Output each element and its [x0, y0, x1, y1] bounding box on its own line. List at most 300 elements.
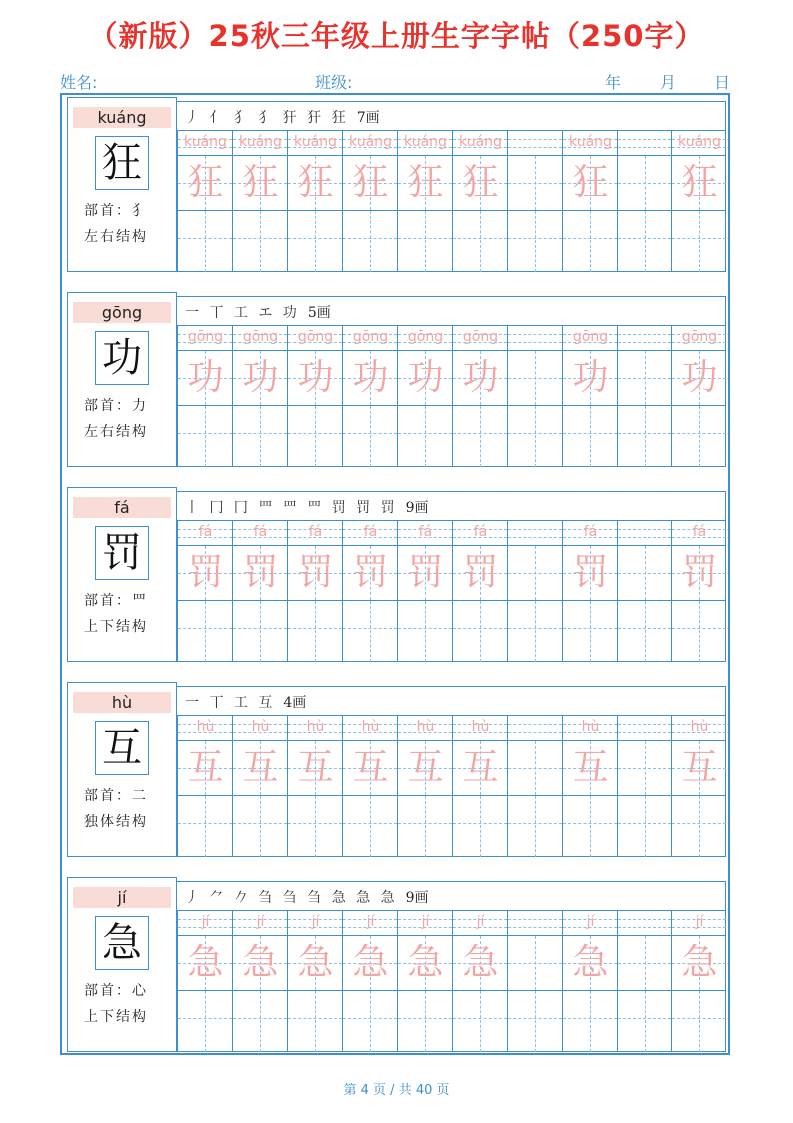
trace-character: 罚	[352, 552, 389, 593]
pinyin-trace: kuáng	[349, 134, 392, 150]
writing-cell[interactable]	[177, 210, 232, 272]
trace-cell[interactable]	[617, 740, 671, 795]
pinyin-trace: jí	[586, 914, 595, 930]
trace-character: 互	[297, 747, 334, 788]
trace-character: 互	[572, 747, 609, 788]
pinyin-banner: fá	[73, 497, 171, 518]
pinyin-cell	[617, 521, 671, 545]
practice-grid	[177, 911, 726, 1052]
main-character: 功	[95, 331, 149, 385]
pinyin-trace: fá	[692, 524, 707, 540]
pinyin-trace: hù	[251, 719, 270, 735]
trace-character: 罚	[187, 552, 224, 593]
trace-character: 急	[572, 942, 609, 983]
writing-cell[interactable]	[452, 600, 507, 662]
pinyin-cell	[232, 326, 287, 350]
pinyin-trace: kuáng	[404, 134, 447, 150]
pinyin-trace: hù	[306, 719, 325, 735]
trace-cell[interactable]	[342, 350, 397, 405]
stroke-order	[185, 692, 306, 712]
stroke-order	[185, 302, 331, 322]
pinyin-cell	[617, 911, 671, 935]
radical-label: 部首：二	[84, 788, 148, 804]
pinyin-cell	[177, 911, 232, 935]
pinyin-cell	[287, 716, 342, 740]
writing-cell[interactable]	[397, 990, 452, 1052]
character-info-box	[67, 292, 177, 467]
writing-cell[interactable]	[287, 405, 342, 467]
name-label: 姓名:	[60, 73, 98, 92]
pinyin-cell	[671, 131, 726, 155]
trace-cell[interactable]	[452, 350, 507, 405]
pinyin-trace: gōng	[407, 329, 444, 345]
pinyin-cell	[452, 326, 507, 350]
trace-cell[interactable]	[232, 350, 287, 405]
radical-label: 部首：犭	[84, 203, 148, 219]
trace-cell[interactable]	[507, 350, 562, 405]
pinyin-trace: jí	[256, 914, 265, 930]
pinyin-cell	[287, 521, 342, 545]
trace-character: 狂	[462, 162, 499, 203]
class-label: 班级:	[315, 73, 353, 92]
trace-cell[interactable]	[671, 740, 726, 795]
trace-cell[interactable]	[397, 740, 452, 795]
year-label: 年	[605, 73, 622, 92]
pinyin-trace: kuáng	[239, 134, 282, 150]
pinyin-trace: hù	[690, 719, 709, 735]
pinyin-cell	[507, 911, 562, 935]
trace-character	[508, 936, 563, 990]
pinyin-banner: jí	[73, 887, 171, 908]
pinyin-cell	[397, 521, 452, 545]
trace-cell[interactable]	[617, 155, 671, 210]
writing-cell[interactable]	[342, 210, 397, 272]
writing-cell[interactable]	[232, 210, 287, 272]
writing-cell[interactable]	[177, 600, 232, 662]
writing-cell[interactable]	[177, 990, 232, 1052]
trace-cell[interactable]	[671, 545, 726, 600]
writing-cell[interactable]	[452, 405, 507, 467]
pinyin-cell	[562, 716, 617, 740]
trace-cell[interactable]	[287, 740, 342, 795]
writing-cell[interactable]	[342, 990, 397, 1052]
character-block	[67, 97, 726, 272]
pinyin-cell	[452, 131, 507, 155]
pinyin-cell	[287, 326, 342, 350]
trace-cell[interactable]	[562, 350, 617, 405]
pinyin-trace: gōng	[352, 329, 389, 345]
stroke-order-row	[177, 881, 726, 911]
stroke-order-row	[177, 686, 726, 716]
trace-cell[interactable]	[232, 740, 287, 795]
practice-grid	[177, 716, 726, 857]
trace-cell[interactable]	[287, 350, 342, 405]
pinyin-cell	[342, 326, 397, 350]
trace-character	[618, 156, 672, 210]
writing-cell[interactable]	[671, 600, 726, 662]
trace-cell[interactable]	[671, 155, 726, 210]
stroke-order-row	[177, 491, 726, 521]
trace-character: 功	[352, 357, 389, 398]
pinyin-trace: kuáng	[294, 134, 337, 150]
trace-character: 急	[242, 942, 279, 983]
trace-cell[interactable]	[177, 350, 232, 405]
pinyin-cell	[562, 911, 617, 935]
character-block	[67, 682, 726, 857]
trace-character: 功	[407, 357, 444, 398]
structure-label: 上下结构	[84, 1009, 148, 1025]
trace-character: 狂	[187, 162, 224, 203]
trace-character: 急	[352, 942, 389, 983]
practice-grid	[177, 326, 726, 467]
trace-cell[interactable]	[617, 545, 671, 600]
pinyin-cell	[397, 326, 452, 350]
writing-cell[interactable]	[342, 795, 397, 857]
trace-character: 罚	[297, 552, 334, 593]
trace-character	[618, 351, 672, 405]
writing-cell[interactable]	[617, 990, 671, 1052]
pinyin-cell	[452, 911, 507, 935]
trace-cell[interactable]	[452, 740, 507, 795]
pinyin-trace: hù	[581, 719, 600, 735]
page-title: （新版）25秋三年级上册生字字帖（250字）	[88, 19, 705, 53]
writing-cell[interactable]	[562, 600, 617, 662]
pinyin-cell	[671, 911, 726, 935]
trace-character: 功	[681, 357, 718, 398]
trace-cell[interactable]	[617, 935, 671, 990]
pinyin-cell	[617, 131, 671, 155]
trace-character: 急	[681, 942, 718, 983]
trace-character: 罚	[407, 552, 444, 593]
trace-character: 功	[242, 357, 279, 398]
trace-cell[interactable]	[452, 545, 507, 600]
pinyin-cell	[562, 521, 617, 545]
character-info-box	[67, 877, 177, 1052]
trace-character: 互	[352, 747, 389, 788]
character-block	[67, 487, 726, 662]
pinyin-trace: gōng	[297, 329, 334, 345]
pinyin-banner: hù	[73, 692, 171, 713]
trace-cell[interactable]	[397, 935, 452, 990]
day-label: 日	[714, 73, 731, 92]
pinyin-banner: kuáng	[73, 107, 171, 128]
pinyin-cell	[397, 131, 452, 155]
stroke-count: 9画	[405, 890, 429, 906]
pinyin-trace: gōng	[462, 329, 499, 345]
trace-cell[interactable]	[177, 545, 232, 600]
structure-label: 独体结构	[84, 814, 148, 830]
trace-cell[interactable]	[562, 935, 617, 990]
trace-character: 狂	[352, 162, 389, 203]
pinyin-cell	[617, 326, 671, 350]
trace-character	[618, 936, 672, 990]
pinyin-cell	[177, 716, 232, 740]
stroke-order-row	[177, 296, 726, 326]
writing-cell[interactable]	[397, 405, 452, 467]
trace-character: 急	[297, 942, 334, 983]
character-info-box	[67, 97, 177, 272]
trace-character: 罚	[242, 552, 279, 593]
pinyin-trace: kuáng	[569, 134, 612, 150]
pinyin-trace: fá	[198, 524, 213, 540]
writing-cell[interactable]	[507, 405, 562, 467]
pinyin-cell	[452, 716, 507, 740]
trace-character: 功	[462, 357, 499, 398]
page-footer: 第 4 页 / 共 40 页	[343, 1083, 450, 1098]
pinyin-cell	[287, 131, 342, 155]
pinyin-trace: fá	[473, 524, 488, 540]
trace-cell[interactable]	[671, 935, 726, 990]
trace-character: 急	[187, 942, 224, 983]
pinyin-trace: kuáng	[459, 134, 502, 150]
trace-character: 互	[681, 747, 718, 788]
stroke-order	[185, 887, 429, 907]
trace-character: 狂	[407, 162, 444, 203]
writing-cell[interactable]	[507, 795, 562, 857]
writing-cell[interactable]	[342, 600, 397, 662]
trace-cell[interactable]	[671, 350, 726, 405]
trace-cell[interactable]	[452, 935, 507, 990]
trace-character	[508, 546, 563, 600]
trace-cell[interactable]	[452, 155, 507, 210]
pinyin-cell	[232, 911, 287, 935]
pinyin-cell	[617, 716, 671, 740]
pinyin-trace: hù	[416, 719, 435, 735]
character-info-box	[67, 487, 177, 662]
writing-cell[interactable]	[452, 210, 507, 272]
character-info-box	[67, 682, 177, 857]
trace-character	[508, 351, 563, 405]
practice-grid	[177, 131, 726, 272]
trace-character: 功	[297, 357, 334, 398]
pinyin-cell	[507, 131, 562, 155]
writing-cell[interactable]	[562, 405, 617, 467]
trace-character: 罚	[572, 552, 609, 593]
pinyin-cell	[232, 716, 287, 740]
trace-cell[interactable]	[232, 935, 287, 990]
stroke-count: 9画	[405, 500, 429, 516]
pinyin-cell	[671, 326, 726, 350]
pinyin-cell	[342, 716, 397, 740]
trace-cell[interactable]	[232, 545, 287, 600]
stroke-sequence: 丨 冂 冂 罒 罒 罒 罚 罚 罚	[185, 500, 398, 516]
pinyin-cell	[342, 521, 397, 545]
writing-cell[interactable]	[397, 600, 452, 662]
writing-cell[interactable]	[507, 210, 562, 272]
main-character: 互	[95, 721, 149, 775]
trace-character	[508, 156, 563, 210]
pinyin-trace: jí	[311, 914, 320, 930]
trace-character: 互	[242, 747, 279, 788]
pinyin-cell	[507, 326, 562, 350]
pinyin-cell	[507, 521, 562, 545]
pinyin-trace: jí	[366, 914, 375, 930]
stroke-order	[185, 107, 380, 127]
pinyin-cell	[562, 326, 617, 350]
trace-character: 功	[187, 357, 224, 398]
writing-cell[interactable]	[287, 795, 342, 857]
main-character: 狂	[95, 136, 149, 190]
pinyin-trace: fá	[583, 524, 598, 540]
trace-character: 罚	[681, 552, 718, 593]
writing-cell[interactable]	[287, 990, 342, 1052]
main-character: 罚	[95, 526, 149, 580]
trace-cell[interactable]	[287, 155, 342, 210]
trace-character: 互	[462, 747, 499, 788]
writing-cell[interactable]	[671, 405, 726, 467]
trace-cell[interactable]	[287, 935, 342, 990]
stroke-sequence: 一 丅 工 互	[185, 695, 276, 711]
writing-cell[interactable]	[562, 210, 617, 272]
writing-cell[interactable]	[562, 795, 617, 857]
writing-cell[interactable]	[177, 405, 232, 467]
structure-label: 上下结构	[84, 619, 148, 635]
trace-character: 狂	[681, 162, 718, 203]
writing-cell[interactable]	[452, 990, 507, 1052]
pinyin-cell	[177, 521, 232, 545]
pinyin-trace: kuáng	[184, 134, 227, 150]
writing-cell[interactable]	[671, 795, 726, 857]
writing-cell[interactable]	[562, 990, 617, 1052]
pinyin-trace: gōng	[187, 329, 224, 345]
pinyin-trace: gōng	[572, 329, 609, 345]
writing-cell[interactable]	[452, 795, 507, 857]
pinyin-cell	[232, 131, 287, 155]
trace-character	[618, 546, 672, 600]
trace-cell[interactable]	[397, 545, 452, 600]
character-block	[67, 877, 726, 1052]
trace-cell[interactable]	[507, 935, 562, 990]
stroke-count: 5画	[307, 305, 331, 321]
stroke-count: 4画	[283, 695, 307, 711]
trace-cell[interactable]	[397, 155, 452, 210]
trace-character: 互	[187, 747, 224, 788]
pinyin-trace: jí	[476, 914, 485, 930]
pinyin-trace: fá	[308, 524, 323, 540]
trace-character: 狂	[572, 162, 609, 203]
trace-cell[interactable]	[177, 935, 232, 990]
trace-cell[interactable]	[507, 740, 562, 795]
trace-cell[interactable]	[507, 155, 562, 210]
pinyin-cell	[397, 716, 452, 740]
stroke-count: 7画	[356, 110, 380, 126]
pinyin-trace: hù	[471, 719, 490, 735]
practice-grid	[177, 521, 726, 662]
writing-cell[interactable]	[287, 210, 342, 272]
pinyin-trace: kuáng	[678, 134, 721, 150]
pinyin-cell	[562, 131, 617, 155]
radical-label: 部首：罒	[84, 593, 148, 609]
trace-cell[interactable]	[342, 155, 397, 210]
trace-cell[interactable]	[617, 350, 671, 405]
writing-cell[interactable]	[617, 600, 671, 662]
stroke-order-row	[177, 101, 726, 131]
writing-cell[interactable]	[232, 600, 287, 662]
writing-cell[interactable]	[397, 210, 452, 272]
trace-character: 急	[462, 942, 499, 983]
pinyin-trace: fá	[253, 524, 268, 540]
pinyin-cell	[507, 716, 562, 740]
stroke-sequence: 一 丅 工 エ 功	[185, 305, 300, 321]
trace-character: 功	[572, 357, 609, 398]
pinyin-cell	[342, 911, 397, 935]
pinyin-cell	[397, 911, 452, 935]
pinyin-trace: gōng	[681, 329, 718, 345]
trace-cell[interactable]	[562, 545, 617, 600]
trace-cell[interactable]	[342, 545, 397, 600]
trace-character: 罚	[462, 552, 499, 593]
trace-cell[interactable]	[507, 545, 562, 600]
trace-cell[interactable]	[562, 155, 617, 210]
pinyin-cell	[342, 131, 397, 155]
trace-cell[interactable]	[177, 740, 232, 795]
month-label: 月	[660, 73, 677, 92]
writing-cell[interactable]	[507, 990, 562, 1052]
writing-cell[interactable]	[671, 990, 726, 1052]
trace-cell[interactable]	[397, 350, 452, 405]
pinyin-cell	[287, 911, 342, 935]
writing-cell[interactable]	[617, 210, 671, 272]
pinyin-banner: gōng	[73, 302, 171, 323]
pinyin-cell	[177, 326, 232, 350]
writing-cell[interactable]	[342, 405, 397, 467]
trace-cell[interactable]	[342, 935, 397, 990]
trace-character: 狂	[297, 162, 334, 203]
structure-label: 左右结构	[84, 424, 148, 440]
pinyin-cell	[177, 131, 232, 155]
writing-cell[interactable]	[287, 600, 342, 662]
pinyin-cell	[671, 716, 726, 740]
pinyin-trace: hù	[196, 719, 215, 735]
character-block	[67, 292, 726, 467]
trace-cell[interactable]	[232, 155, 287, 210]
stroke-sequence: 丿 ⺈ 𠂊 刍 刍 刍 急 急 急	[185, 890, 398, 906]
writing-cell[interactable]	[671, 210, 726, 272]
pinyin-trace: jí	[421, 914, 430, 930]
radical-label: 部首：力	[84, 398, 148, 414]
writing-cell[interactable]	[507, 600, 562, 662]
pinyin-trace: jí	[695, 914, 704, 930]
main-character: 急	[95, 916, 149, 970]
pinyin-cell	[452, 521, 507, 545]
trace-cell[interactable]	[342, 740, 397, 795]
trace-character: 急	[407, 942, 444, 983]
trace-cell[interactable]	[562, 740, 617, 795]
pinyin-cell	[671, 521, 726, 545]
radical-label: 部首：心	[84, 983, 148, 999]
pinyin-trace: jí	[201, 914, 210, 930]
pinyin-cell	[232, 521, 287, 545]
stroke-order	[185, 497, 429, 517]
pinyin-trace: fá	[418, 524, 433, 540]
trace-cell[interactable]	[177, 155, 232, 210]
pinyin-trace: fá	[363, 524, 378, 540]
writing-cell[interactable]	[232, 405, 287, 467]
writing-cell[interactable]	[397, 795, 452, 857]
pinyin-trace: hù	[361, 719, 380, 735]
structure-label: 左右结构	[84, 229, 148, 245]
writing-cell[interactable]	[232, 990, 287, 1052]
trace-character	[508, 741, 563, 795]
trace-character: 互	[407, 747, 444, 788]
writing-cell[interactable]	[177, 795, 232, 857]
writing-cell[interactable]	[232, 795, 287, 857]
trace-character	[618, 741, 672, 795]
writing-cell[interactable]	[617, 795, 671, 857]
pinyin-trace: gōng	[242, 329, 279, 345]
trace-cell[interactable]	[287, 545, 342, 600]
writing-cell[interactable]	[617, 405, 671, 467]
